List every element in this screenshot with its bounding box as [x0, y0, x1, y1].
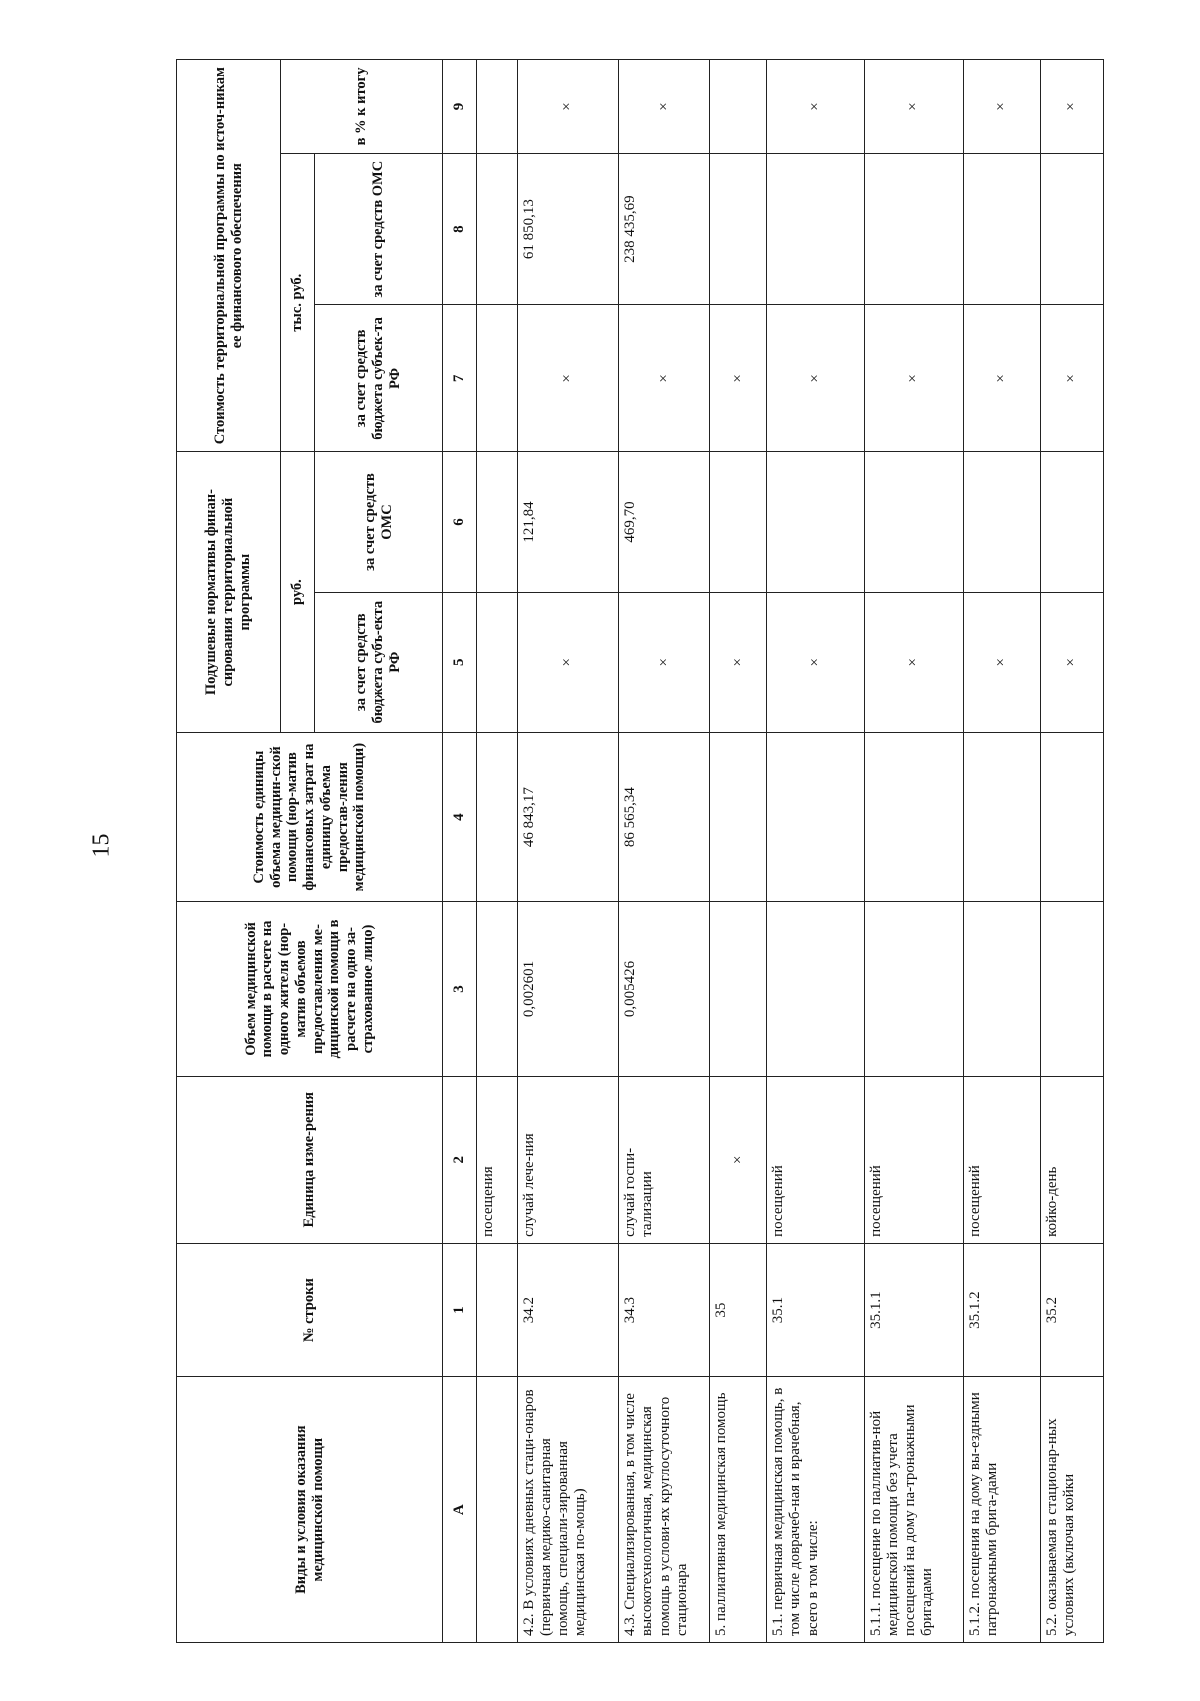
row-line: 35.1.2	[963, 1243, 1040, 1376]
row-n6	[1041, 452, 1104, 592]
row-c7: ×	[619, 305, 710, 452]
row-n5: ×	[767, 592, 864, 732]
row-name: 5. паллиативная медицинская помощь	[710, 1377, 767, 1643]
row-unit: случай госпи-тализации	[619, 1076, 710, 1243]
column-number: 4	[443, 732, 477, 902]
row-name: 4.2. В условиях дневных стаци-онаров (первичная медико-санитарная помощь, специали-зированная медицинская по-мощь)	[517, 1377, 618, 1643]
row-c9	[477, 60, 518, 154]
row-n6	[710, 452, 767, 592]
medical-care-table-rotated	[176, 59, 1104, 1643]
row-volume	[710, 902, 767, 1076]
row-unit: посещений	[767, 1076, 864, 1243]
row-volume	[477, 902, 518, 1076]
row-c9: ×	[619, 60, 710, 154]
column-number: 7	[443, 305, 477, 452]
header-line-number: № строки	[177, 1243, 443, 1376]
row-n5: ×	[963, 592, 1040, 732]
row-volume: 0,005426	[619, 902, 710, 1076]
row-cost	[477, 732, 518, 902]
row-name: 5.1. первичная медицинская помощь, в том числе доврачеб-ная и врачебная, всего в том числе:	[767, 1377, 864, 1643]
header-kinds: Виды и условия оказания медицинской помощи	[177, 1377, 443, 1643]
row-n5	[477, 592, 518, 732]
header-percent-total: в % к итогу	[281, 60, 443, 154]
row-cost: 46 843,17	[517, 732, 618, 902]
column-number: 2	[443, 1076, 477, 1243]
row-c8: 238 435,69	[619, 153, 710, 305]
row-n5: ×	[1041, 592, 1104, 732]
row-c8	[477, 153, 518, 305]
row-n5: ×	[710, 592, 767, 732]
row-c8: 61 850,13	[517, 153, 618, 305]
row-cost	[710, 732, 767, 902]
row-unit: посещений	[963, 1076, 1040, 1243]
row-c9	[710, 60, 767, 154]
row-unit: посещений	[864, 1076, 963, 1243]
row-cost	[963, 732, 1040, 902]
row-volume	[864, 902, 963, 1076]
row-name: 4.3. Специализированная, в том числе высокотехнологичная, медицинская помощь в услови-ях круглосуточного стационара	[619, 1377, 710, 1643]
row-c7: ×	[517, 305, 618, 452]
column-number: 8	[443, 153, 477, 305]
row-c9: ×	[1041, 60, 1104, 154]
row-c8	[963, 153, 1040, 305]
column-number: 5	[443, 592, 477, 732]
header-unit: Единица изме-рения	[177, 1076, 443, 1243]
header-cost-oms: за счет средств ОМС	[315, 153, 443, 305]
row-n6	[864, 452, 963, 592]
page-number: 15	[88, 833, 115, 858]
row-c9: ×	[517, 60, 618, 154]
row-line: 35.1	[767, 1243, 864, 1376]
table-row	[517, 60, 618, 1643]
row-c7: ×	[1041, 305, 1104, 452]
row-n6	[767, 452, 864, 592]
row-name: 5.1.1. посещение по паллиатив-ной медицинской помощи без учета посещений на дому па-тронажными бригадами	[864, 1377, 963, 1643]
header-per-capita-norms: Подушевые нормативы финан-сирования территориальной программы	[177, 452, 281, 732]
row-name: 5.1.2. посещения на дому вы-ездными патронажными брига-дами	[963, 1377, 1040, 1643]
header-norms-budget: за счет средств бюджета субъ-екта РФ	[315, 592, 443, 732]
row-line: 34.3	[619, 1243, 710, 1376]
header-volume: Объем медицинской помощи в расчете на одного жителя (нор-матив объемов предоставления ме-дицинской помощи в расчете на одно за-страхованное лицо)	[177, 902, 443, 1076]
header-program-cost: Стоимость территориальной программы по источ-никам ее финансового обеспечения	[177, 60, 281, 452]
row-c8	[767, 153, 864, 305]
row-c9: ×	[864, 60, 963, 154]
row-c9: ×	[767, 60, 864, 154]
row-volume: 0,002601	[517, 902, 618, 1076]
row-c7: ×	[767, 305, 864, 452]
row-n6: 469,70	[619, 452, 710, 592]
row-cost	[864, 732, 963, 902]
table-row	[619, 60, 710, 1643]
medical-care-table	[176, 59, 1104, 1643]
row-c8	[864, 153, 963, 305]
column-number: 6	[443, 452, 477, 592]
row-line: 34.2	[517, 1243, 618, 1376]
column-number: 3	[443, 902, 477, 1076]
row-unit: койко-день	[1041, 1076, 1104, 1243]
table-row	[864, 60, 963, 1643]
table-row	[1041, 60, 1104, 1643]
row-n5: ×	[619, 592, 710, 732]
column-numbers-row	[443, 60, 477, 1643]
table-row	[477, 60, 518, 1643]
row-c7	[477, 305, 518, 452]
row-unit: случай лече-ния	[517, 1076, 618, 1243]
row-c9: ×	[963, 60, 1040, 154]
row-line: 35.1.1	[864, 1243, 963, 1376]
row-n6: 121,84	[517, 452, 618, 592]
row-c7: ×	[864, 305, 963, 452]
row-volume	[1041, 902, 1104, 1076]
row-c8	[1041, 153, 1104, 305]
row-c7: ×	[710, 305, 767, 452]
row-volume	[767, 902, 864, 1076]
row-unit: ×	[710, 1076, 767, 1243]
table-row	[767, 60, 864, 1643]
row-cost	[1041, 732, 1104, 902]
row-n5: ×	[517, 592, 618, 732]
header-cost-budget: за счет средств бюджета субъек-та РФ	[315, 305, 443, 452]
column-number: А	[443, 1377, 477, 1643]
row-unit: посещения	[477, 1076, 518, 1243]
column-number: 9	[443, 60, 477, 154]
table-row	[710, 60, 767, 1643]
row-n6	[963, 452, 1040, 592]
row-line: 35.2	[1041, 1243, 1104, 1376]
row-n6	[477, 452, 518, 592]
row-name	[477, 1377, 518, 1643]
header-cost-unit: тыс. руб.	[281, 153, 315, 451]
header-unit-cost: Стоимость единицы объема медицин-ской помощи (нор-матив финансовых затрат на единицу объема предостав-ления медицинской помощи)	[177, 732, 443, 902]
row-cost	[767, 732, 864, 902]
header-norms-oms: за счет средств ОМС	[315, 452, 443, 592]
row-line: 35	[710, 1243, 767, 1376]
row-volume	[963, 902, 1040, 1076]
row-c7: ×	[963, 305, 1040, 452]
row-cost: 86 565,34	[619, 732, 710, 902]
row-name: 5.2. оказываемая в стационар-ных условиях (включая койки	[1041, 1377, 1104, 1643]
row-line	[477, 1243, 518, 1376]
table-row	[963, 60, 1040, 1643]
row-n5: ×	[864, 592, 963, 732]
row-c8	[710, 153, 767, 305]
header-norms-unit: руб.	[281, 452, 315, 732]
column-number: 1	[443, 1243, 477, 1376]
